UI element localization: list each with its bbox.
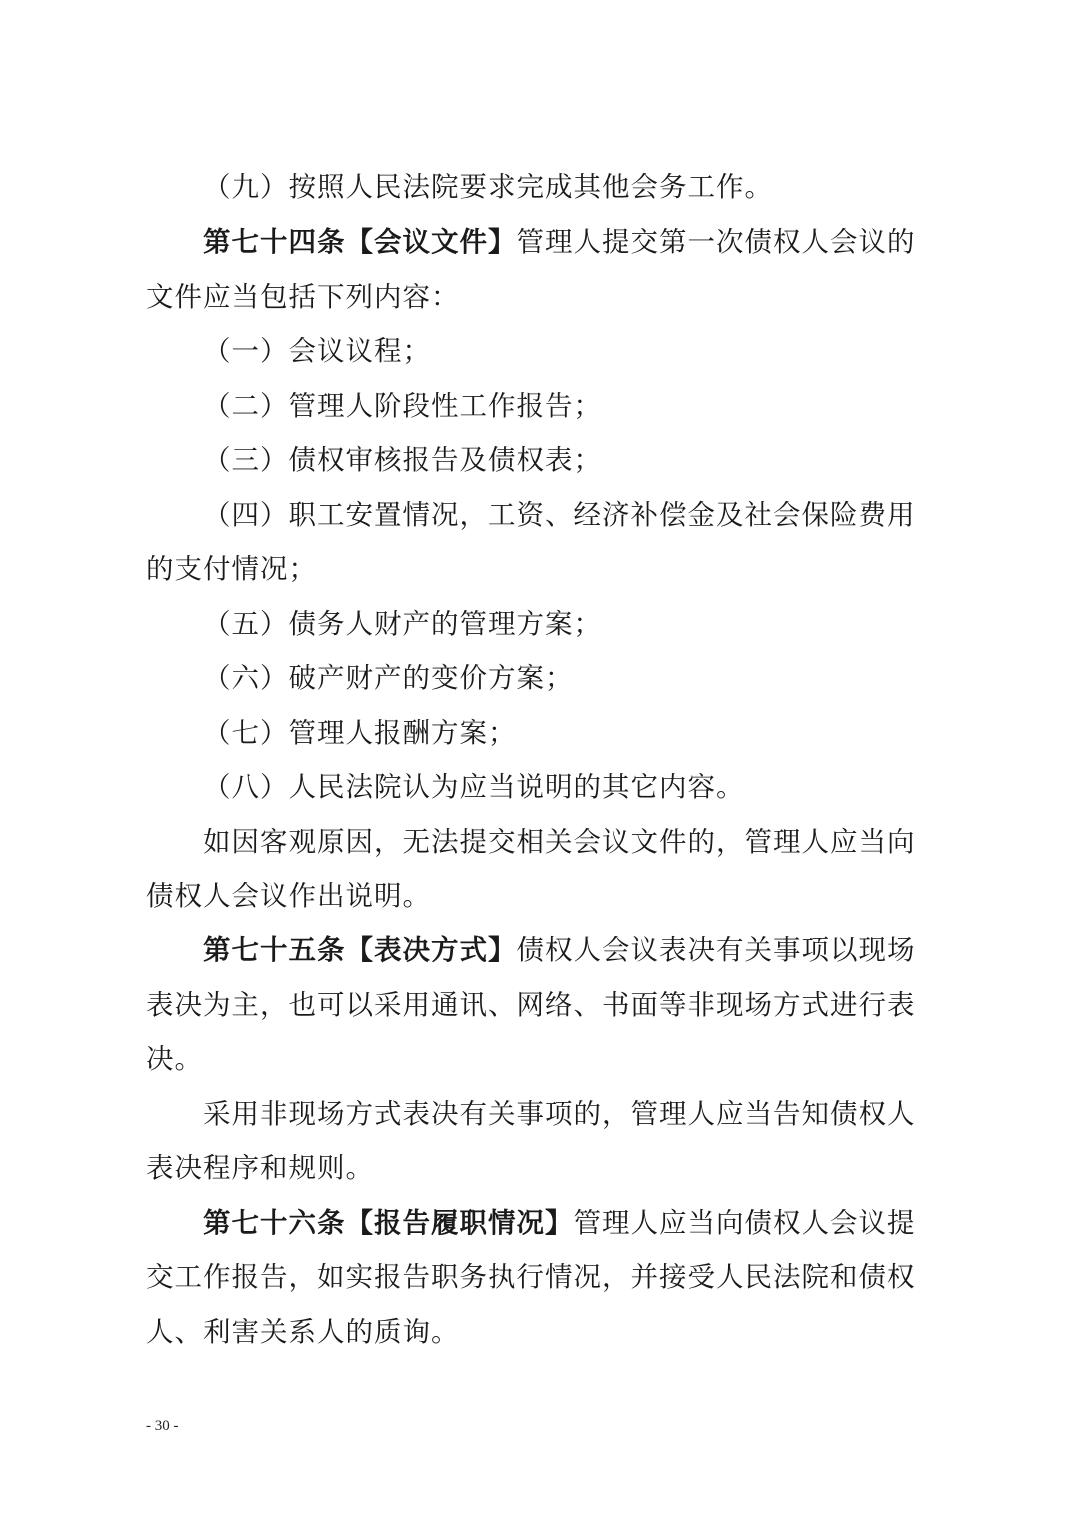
article-74-para-line-1: 如因客观原因，无法提交相关会议文件的，管理人应当向 — [203, 826, 916, 858]
article-74-para-line-2: 债权人会议作出说明。 — [146, 880, 431, 912]
article-76-text: 管理人应当向债权人会议提 — [573, 1207, 916, 1239]
article-75-heading: 第七十五条【表决方式】 — [203, 934, 517, 966]
article-74-item-8: （八）人民法院认为应当说明的其它内容。 — [203, 771, 745, 803]
article-74-item-4: （四）职工安置情况，工资、经济补偿金及社会保险费用 — [203, 499, 916, 531]
article-76-line-1 — [203, 1203, 936, 1243]
article-75-line-1 — [203, 930, 936, 970]
article-74-line-1 — [203, 222, 936, 262]
article-74-line-2: 文件应当包括下列内容： — [146, 281, 460, 313]
page-number: - 30 - — [146, 1418, 179, 1434]
article-76-line-3: 人、利害关系人的质询。 — [146, 1316, 460, 1348]
article-76-line-2: 交工作报告，如实报告职务执行情况，并接受人民法院和债权 — [146, 1261, 916, 1293]
article-75-para-line-1: 采用非现场方式表决有关事项的，管理人应当告知债权人 — [203, 1098, 916, 1130]
article-74-item-3: （三）债权审核报告及债权表； — [203, 444, 602, 476]
article-74-heading: 第七十四条【会议文件】 — [203, 226, 517, 258]
article-74-item-6: （六）破产财产的变价方案； — [203, 662, 574, 694]
article-75-line-3: 决。 — [146, 1043, 203, 1075]
article-74-item-5: （五）债务人财产的管理方案； — [203, 608, 602, 640]
article-76-heading: 第七十六条【报告履职情况】 — [203, 1207, 574, 1239]
article-75-line-2: 表决为主，也可以采用通讯、网络、书面等非现场方式进行表 — [146, 989, 916, 1021]
item-9: （九）按照人民法院要求完成其他会务工作。 — [203, 171, 773, 203]
article-74-text: 管理人提交第一次债权人会议的 — [516, 226, 916, 258]
article-74-item-1: （一）会议议程； — [203, 335, 431, 367]
article-74-item-2: （二）管理人阶段性工作报告； — [203, 390, 602, 422]
article-75-para-line-2: 表决程序和规则。 — [146, 1152, 374, 1184]
article-75-text: 债权人会议表决有关事项以现场 — [516, 934, 916, 966]
article-74-item-7: （七）管理人报酬方案； — [203, 717, 517, 749]
article-74-item-4-cont: 的支付情况； — [146, 553, 317, 585]
